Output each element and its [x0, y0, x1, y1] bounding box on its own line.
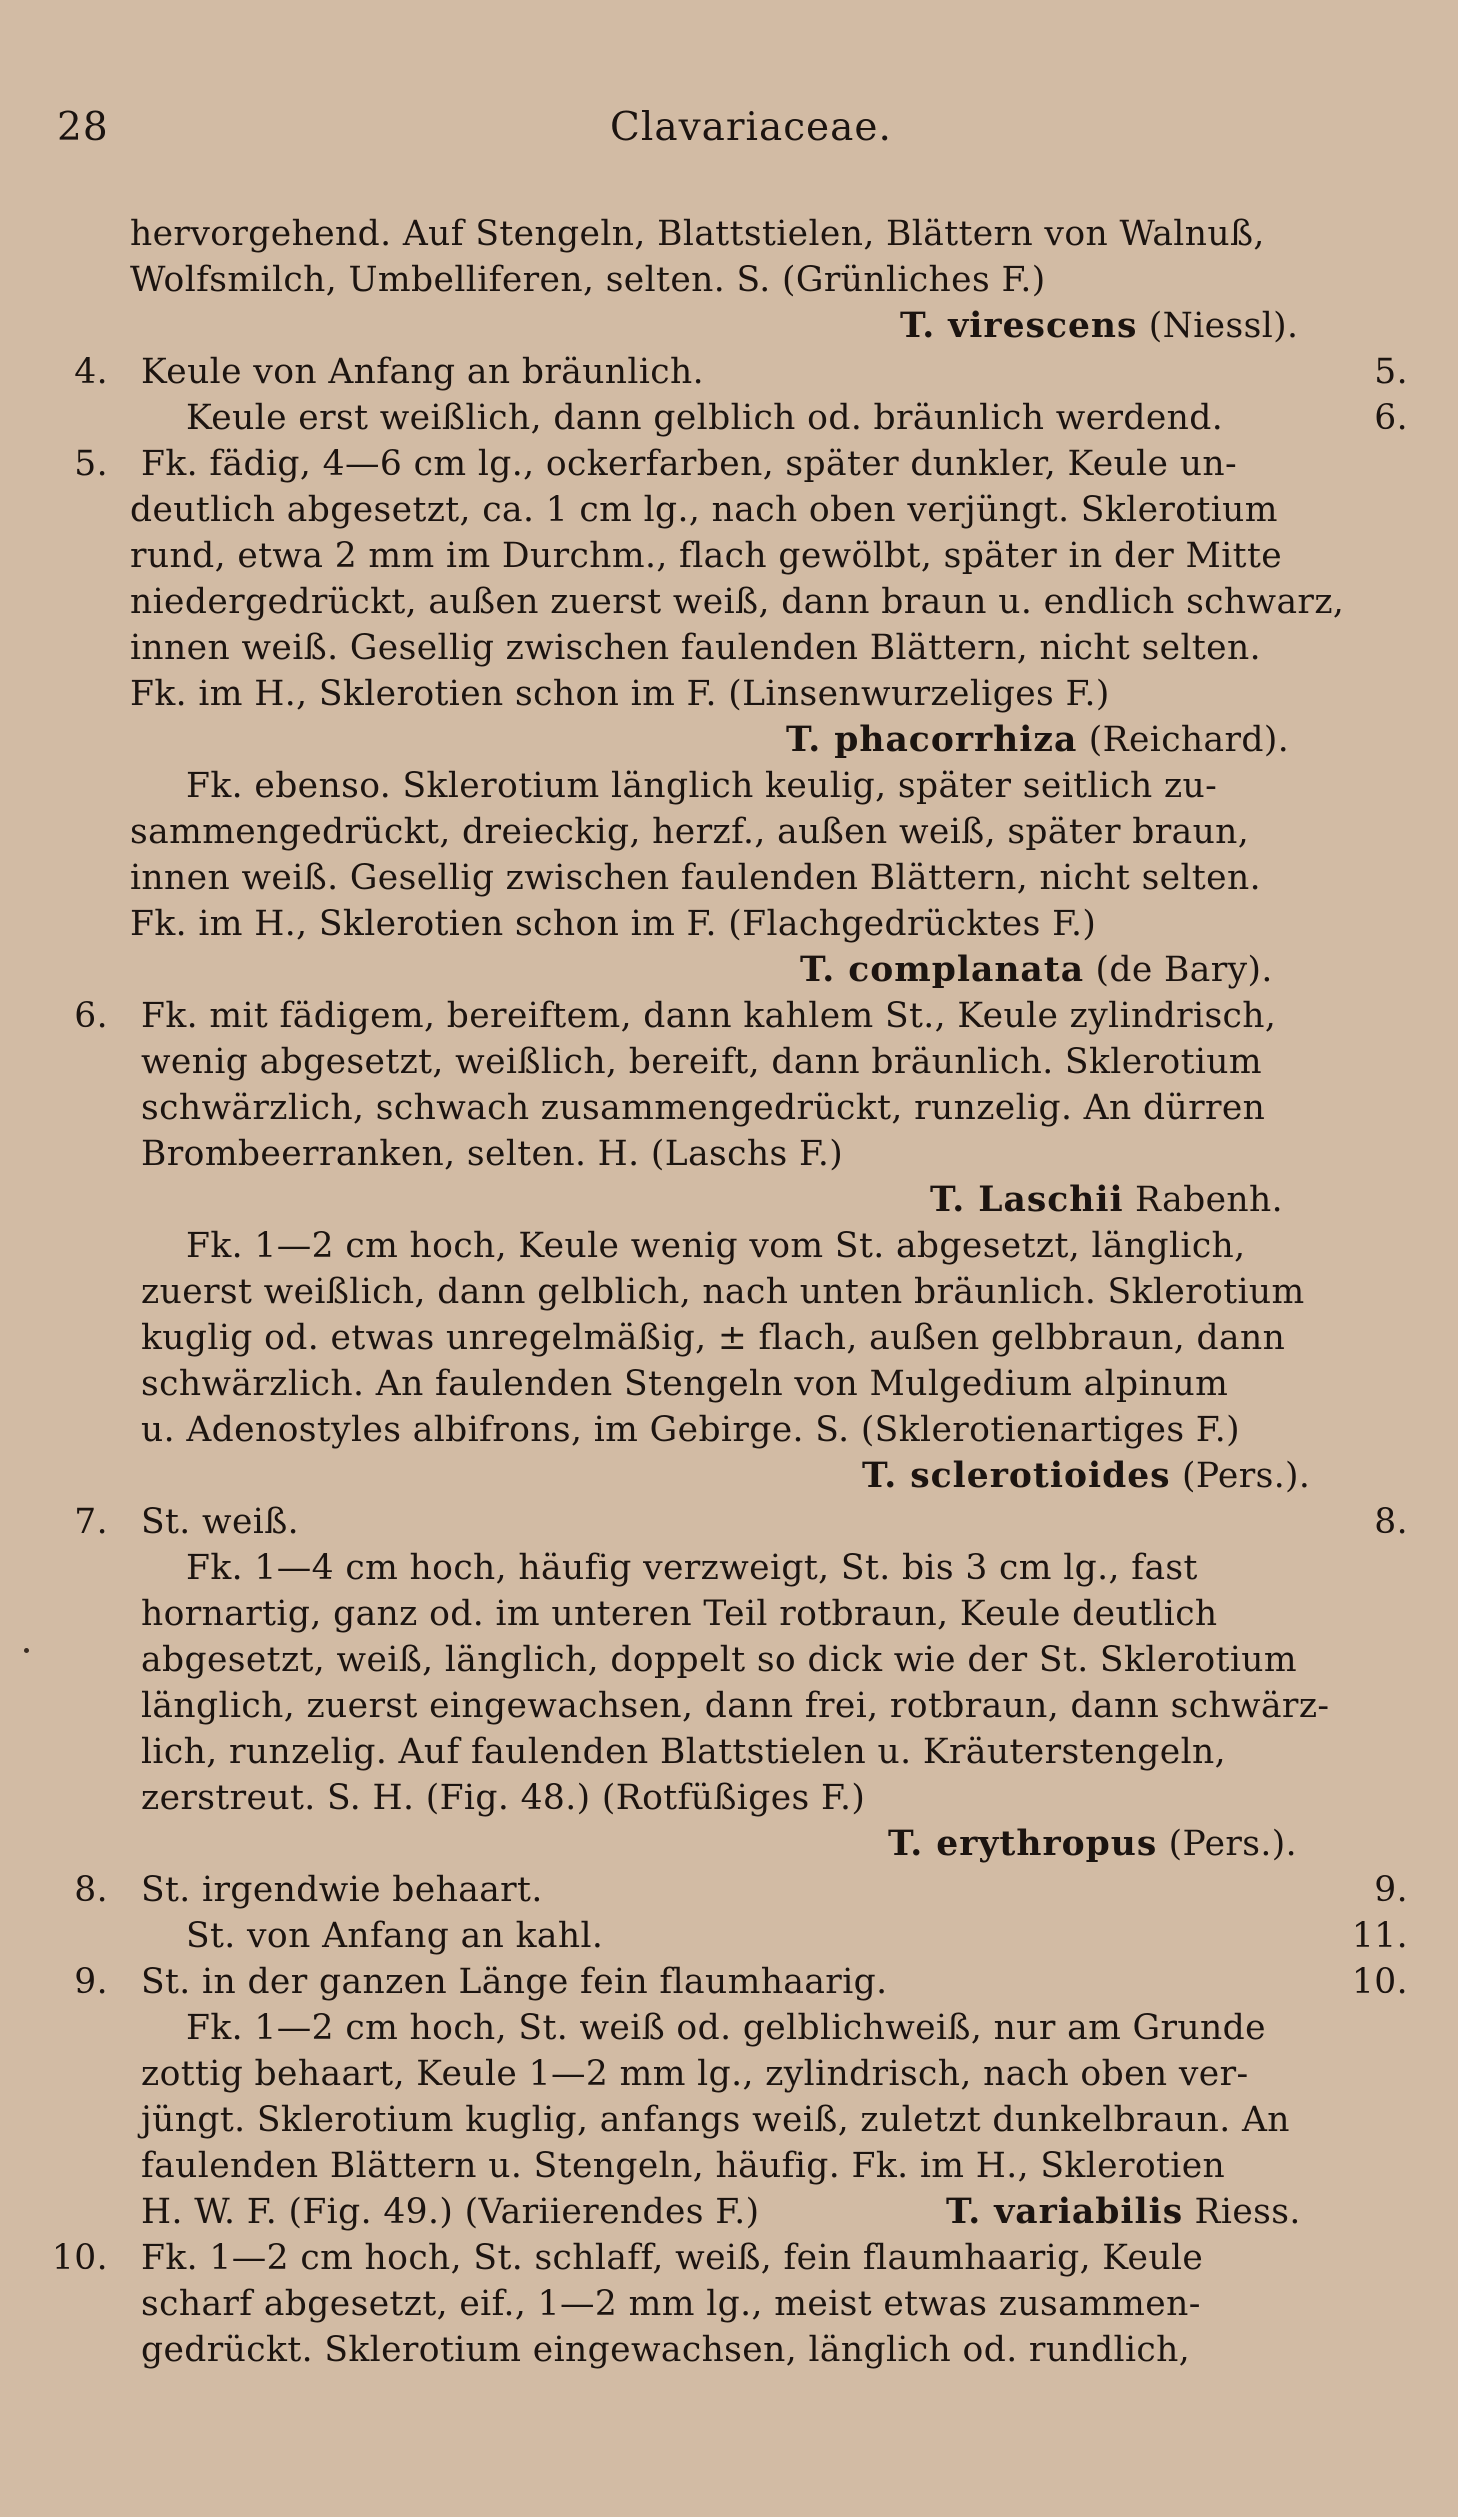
couplet-number: 9. [74, 1962, 108, 2002]
species-name: T. Laschii [930, 1180, 1124, 1220]
text-line: deutlich abgesetzt, ca. 1 cm lg., nach oben verjüngt. Sklerotium [130, 490, 1278, 530]
text-line: Fk. 1—2 cm hoch, St. weiß od. gelblichweiß, nur am Grunde [186, 2008, 1266, 2048]
species-author: (Niessl). [1148, 306, 1299, 346]
text-line: Fk. im H., Sklerotien schon im F. (Linsenwurzeliges F.) [130, 674, 1110, 714]
text-line: St. irgendwie behaart. [141, 1870, 543, 1910]
couplet-number: 4. [74, 352, 108, 392]
text-line: H. W. F. (Fig. 49.) (Variierendes F.) [141, 2192, 760, 2232]
couplet-number: 5. [74, 444, 108, 484]
text-line: Fk. 1—2 cm hoch, Keule wenig vom St. abgesetzt, länglich, [186, 1226, 1246, 1266]
species-line [862, 1452, 1310, 1500]
text-line: St. von Anfang an kahl. [186, 1916, 604, 1956]
species-author: (de Bary). [1095, 950, 1273, 990]
couplet-ref: 9. [1374, 1870, 1408, 1910]
species-line [930, 1176, 1283, 1224]
text-line: kuglig od. etwas unregelmäßig, ± flach, außen gelbbraun, dann [141, 1318, 1286, 1358]
couplet-ref: 10. [1351, 1962, 1408, 2002]
species-name: T. variabilis [946, 2192, 1184, 2232]
text-line: Fk. 1—4 cm hoch, häufig verzweigt, St. bis 3 cm lg., fast [186, 1548, 1198, 1588]
text-line: Fk. im H., Sklerotien schon im F. (Flachgedrücktes F.) [130, 904, 1097, 944]
text-line: schwärzlich. An faulenden Stengeln von Mulgedium alpinum [141, 1364, 1229, 1404]
text-line: innen weiß. Gesellig zwischen faulenden Blättern, nicht selten. [130, 628, 1261, 668]
text-line: hervorgehend. Auf Stengeln, Blattstielen, Blättern von Walnuß, [130, 214, 1265, 254]
text-line: innen weiß. Gesellig zwischen faulenden Blättern, nicht selten. [130, 858, 1261, 898]
couplet-ref: 5. [1374, 352, 1408, 392]
text-line: abgesetzt, weiß, länglich, doppelt so dick wie der St. Sklerotium [141, 1640, 1298, 1680]
text-line: länglich, zuerst eingewachsen, dann frei, rotbraun, dann schwärz- [141, 1686, 1330, 1726]
couplet-ref: 8. [1374, 1502, 1408, 1542]
text-line: Keule erst weißlich, dann gelblich od. bräunlich werdend. [186, 398, 1224, 438]
text-line: Fk. ebenso. Sklerotium länglich keulig, später seitlich zu- [186, 766, 1218, 806]
text-line: scharf abgesetzt, eif., 1—2 mm lg., meist etwas zusammen- [141, 2284, 1201, 2324]
species-line [900, 302, 1298, 350]
species-line [888, 1820, 1297, 1868]
species-author: (Pers.). [1181, 1456, 1311, 1496]
couplet-number: 6. [74, 996, 108, 1036]
text-line: Keule von Anfang an bräunlich. [141, 352, 705, 392]
species-line [800, 946, 1273, 994]
species-line [786, 716, 1289, 764]
species-author: Rabenh. [1134, 1180, 1284, 1220]
text-line: hornartig, ganz od. im unteren Teil rotbraun, Keule deutlich [141, 1594, 1218, 1634]
text-line: Wolfsmilch, Umbelliferen, selten. S. (Grünliches F.) [130, 260, 1046, 300]
margin-mark [24, 1648, 29, 1653]
text-line: jüngt. Sklerotium kuglig, anfangs weiß, zuletzt dunkelbraun. An [141, 2100, 1290, 2140]
text-line: lich, runzelig. Auf faulenden Blattstielen u. Kräuterstengeln, [141, 1732, 1226, 1772]
running-title: Clavariaceae. [610, 105, 892, 150]
couplet-number: 7. [74, 1502, 108, 1542]
species-name: T. sclerotioides [862, 1456, 1171, 1496]
text-line: Fk. 1—2 cm hoch, St. schlaff, weiß, fein flaumhaarig, Keule [141, 2238, 1204, 2278]
text-line: rund, etwa 2 mm im Durchm., flach gewölbt, später in der Mitte [130, 536, 1283, 576]
species-author: (Pers.). [1168, 1824, 1297, 1864]
text-line: niedergedrückt, außen zuerst weiß, dann braun u. endlich schwarz, [130, 582, 1345, 622]
text-line: wenig abgesetzt, weißlich, bereift, dann bräunlich. Sklerotium [141, 1042, 1263, 1082]
couplet-ref: 6. [1374, 398, 1408, 438]
species-name: T. complanata [800, 950, 1085, 990]
text-line: St. weiß. [141, 1502, 300, 1542]
species-name: T. phacorrhiza [786, 720, 1078, 760]
couplet-ref: 11. [1351, 1916, 1408, 1956]
text-line: zuerst weißlich, dann gelblich, nach unten bräunlich. Sklerotium [141, 1272, 1305, 1312]
couplet-number: 10. [51, 2238, 108, 2278]
text-line: faulenden Blättern u. Stengeln, häufig. Fk. im H., Sklerotien [141, 2146, 1226, 2186]
couplet-number: 8. [74, 1870, 108, 1910]
species-name: T. erythropus [888, 1824, 1158, 1864]
species-name: T. virescens [900, 306, 1138, 346]
species-line [946, 2188, 1301, 2236]
species-author: Riess. [1194, 2192, 1301, 2232]
text-line: schwärzlich, schwach zusammengedrückt, runzelig. An dürren [141, 1088, 1266, 1128]
species-author: (Reichard). [1088, 720, 1290, 760]
text-line: u. Adenostyles albifrons, im Gebirge. S. (Sklerotienartiges F.) [141, 1410, 1240, 1450]
text-line: St. in der ganzen Länge fein flaumhaarig. [141, 1962, 888, 2002]
text-line: zerstreut. S. H. (Fig. 48.) (Rotfüßiges F.) [141, 1778, 866, 1818]
text-line: sammengedrückt, dreieckig, herzf., außen weiß, später braun, [130, 812, 1250, 852]
text-line: Brombeerranken, selten. H. (Laschs F.) [141, 1134, 844, 1174]
text-line: gedrückt. Sklerotium eingewachsen, länglich od. rundlich, [141, 2330, 1191, 2370]
page-number: 28 [57, 105, 109, 150]
text-line: Fk. fädig, 4—6 cm lg., ockerfarben, später dunkler, Keule un- [141, 444, 1238, 484]
text-line: zottig behaart, Keule 1—2 mm lg., zylindrisch, nach oben ver- [141, 2054, 1249, 2094]
text-line: Fk. mit fädigem, bereiftem, dann kahlem St., Keule zylindrisch, [141, 996, 1277, 1036]
